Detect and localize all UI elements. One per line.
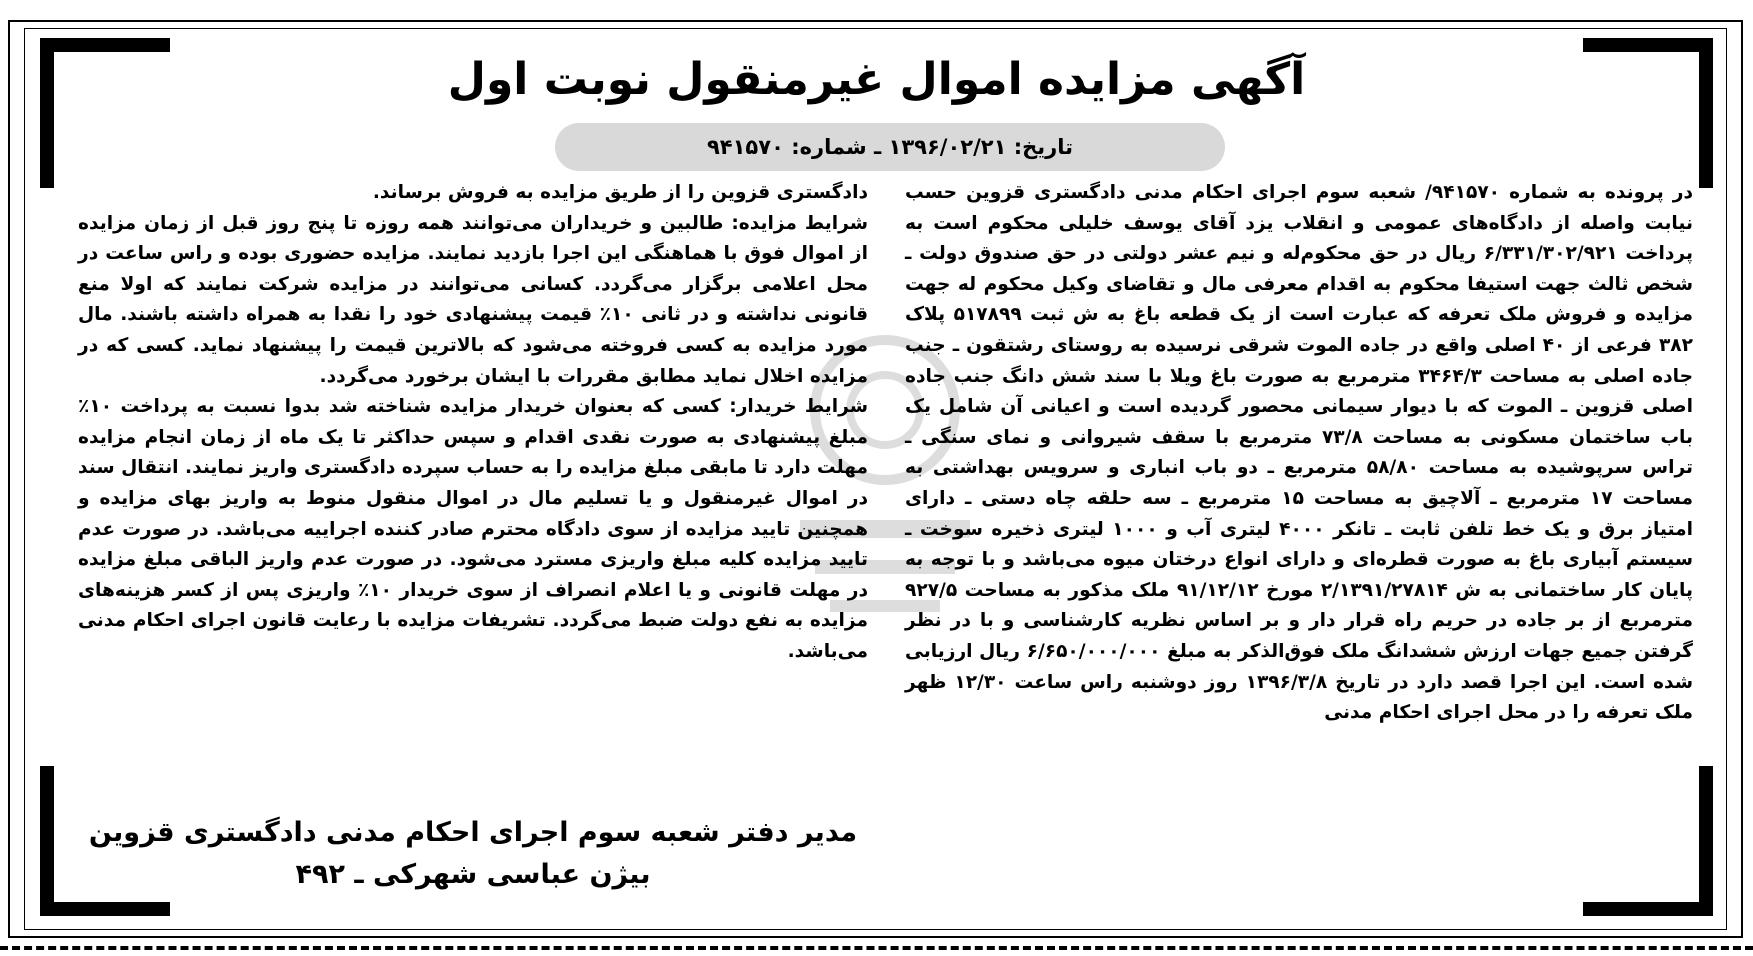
left-column-text — [78, 178, 868, 668]
corner-decoration — [40, 766, 54, 916]
signature-title: مدیر دفتر شعبه سوم اجرای احکام مدنی دادگستری قزوین — [88, 817, 858, 848]
ad-title: آگهی مزایده اموال غیرمنقول نوبت اول — [447, 54, 1306, 105]
right-column-text — [905, 178, 1693, 729]
signature-name: بیژن عباسی شهرکی ـ ۴۹۲ — [295, 859, 651, 890]
date-number-line: تاریخ: ۱۳۹۶/۰۲/۲۱ ـ شماره: ۹۴۱۵۷۰ — [555, 123, 1225, 171]
paragraph: شرایط مزایده: طالبین و خریداران می‌توانند همه روزه تا پنج روز قبل از زمان مزایده از اموال فوق با هماهنگی این اجرا بازدید نمایند. مزایده حضوری بوده و راس ساعت در محل اعلامی برگزار می‌گردد. کسانی می‌توانند در مزایده شرکت نمایند که اولا منع قانونی نداشته و در ثانی ۱۰٪ قیمت پیشنهادی خود را نقدا به همراه داشته باشند. مال مورد مزایده به کسی فروخته می‌شود که بالاترین قیمت را پیشنهاد نماید. کسی که در مزایده اخلال نماید مطابق مقررات با ایشان برخورد می‌گردد. — [78, 212, 868, 387]
paragraph: در پرونده به شماره ۹۴۱۵۷۰/ شعبه سوم اجرای احکام مدنی دادگستری قزوین حسب نیابت واصله از دادگاه‌های عمومی و انقلاب یزد آقای یوسف خلیلی محکوم است به پرداخت ۶/۳۳۱/۳۰۲/۹۲۱ ریال در حق محکوم‌له و نیم عشر دولتی در حق صندوق دولت ـ شخص ثالث جهت استیفا محکوم به اقدام معرفی مال و تقاضای وکیل محکوم له جهت مزایده و فروش ملک تعرفه که عبارت است از یک قطعه باغ به ش ثبت ۵۱۷۸۹۹ پلاک ۳۸۲ فرعی از ۴۰ اصلی واقع در جاده الموت شرقی نرسیده به روستای رشتقون ـ جنب جاده اصلی به مساحت ۳۴۶۴/۳ مترمربع به صورت باغ ویلا با سند شش دانگ جنب جاده اصلی قزوین ـ الموت که با دیوار سیمانی محصور گردیده است و اعیانی آن شامل یک باب ساختمان مسکونی به مساحت ۷۳/۸ مترمربع با سقف شیروانی و نمای سنگی ـ تراس سرپوشیده به مساحت ۵۸/۸۰ مترمربع ـ دو باب انباری و سرویس بهداشتی به مساحت ۱۷ مترمربع ـ آلاچیق به مساحت ۱۵ مترمربع ـ سه حلقه چاه دستی ـ دارای امتیاز برق و یک خط تلفن ثابت ـ تانکر ۴۰۰۰ لیتری آب و ۱۰۰۰ لیتری ذخیره سوخت ـ سیستم آبیاری باغ به صورت قطره‌ای و دارای انواع درختان میوه می‌باشد و با توجه به پایان کار ساختمانی به ش ۲/۱۳۹۱/۲۷۸۱۴ مورخ ۹۱/۱۲/۱۲ ملک مذکور به مساحت ۹۲۷/۵ مترمربع از بر جاده در حریم راه قرار دار و بر اساس نظریه کارشناسی و با در نظر گرفتن جمیع جهات ارزش ششدانگ ملک فوق‌الذکر به مبلغ ۶/۶۵۰/۰۰۰/۰۰۰ ریال ارزیابی شده است. این اجرا قصد دارد در تاریخ ۱۳۹۶/۳/۸ روز دوشنبه راس ساعت ۱۲/۳۰ ظهر ملک تعرفه را در محل اجرای احکام مدنی — [905, 182, 1694, 724]
paragraph: شرایط خریدار: کسی که بعنوان خریدار مزایده شناخته شد بدوا نسبت به پرداخت ۱۰٪ مبلغ پیشنهادی به صورت نقدی اقدام و سپس حداکثر تا یک ماه از زمان انجام مزایده مهلت دارد تا مابقی مبلغ مزایده را به حساب سپرده دادگستری واریز نمایند. انتقال سند در اموال غیرمنقول و یا تسلیم مال در اموال منقول منوط به واریز بهای مزایده و همچنین تایید مزایده از سوی دادگاه محترم صادر کننده اجراییه می‌باشد. در صورت عدم تایید مزایده کلیه مبلغ واریزی مسترد می‌شود. در صورت عدم واریز الباقی مبلغ مزایده در مهلت قانونی و یا اعلام انصراف از سوی خریدار ۱۰٪ واریزی پس از کسر هزینه‌های مزایده به نفع دولت ضبط می‌گردد. تشریفات مزایده با رعایت قانون اجرای احکام مدنی می‌باشد. — [78, 396, 868, 662]
signature-block — [78, 812, 868, 896]
corner-decoration — [1583, 902, 1713, 916]
corner-decoration — [40, 902, 170, 916]
corner-decoration — [1699, 766, 1713, 916]
cut-line-divider — [0, 946, 1753, 950]
paragraph: دادگستری قزوین را از طریق مزایده به فروش برساند. — [372, 182, 868, 203]
